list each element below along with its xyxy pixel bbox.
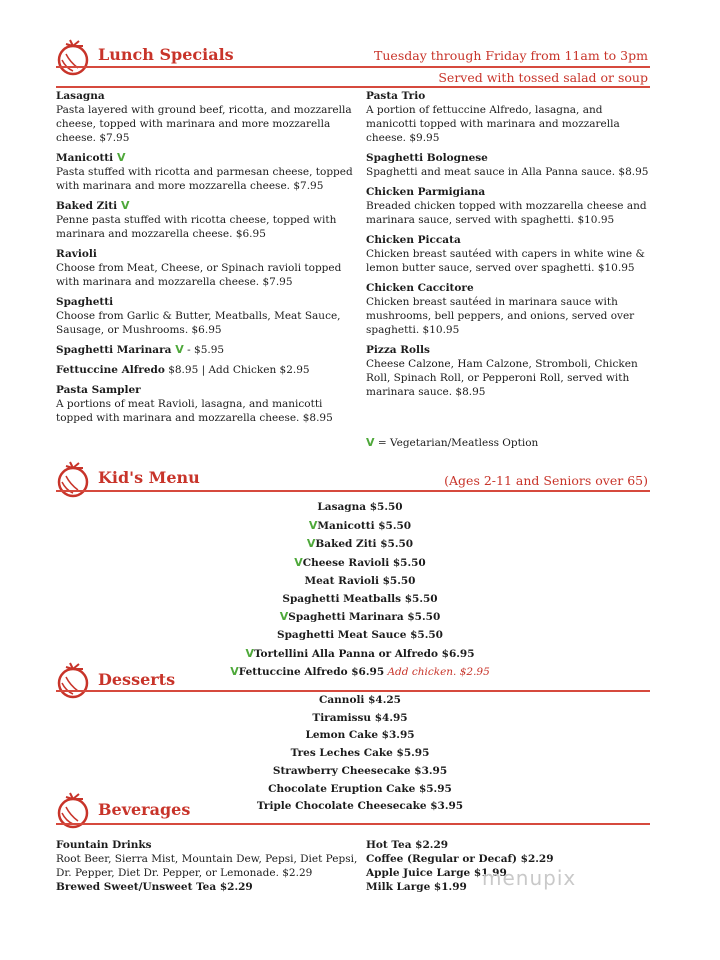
fountain-drinks-title: Fountain Drinks — [56, 839, 152, 851]
menu-item-name: Fettuccine Alfredo — [56, 364, 165, 376]
lunch-rule-top — [56, 66, 650, 68]
kids-item-text: Cheese Ravioli $5.50 — [302, 557, 426, 570]
kids-item — [160, 663, 560, 682]
menu-item-desc: Spaghetti and meat sauce in Alla Panna sauce. $8.95 — [366, 166, 649, 178]
veg-icon: V — [366, 436, 375, 449]
kids-item-text: Spaghetti Meatballs $5.50 — [282, 592, 438, 605]
menu-item — [366, 89, 656, 145]
dessert-item: Strawberry Cheesecake $3.95 — [272, 764, 448, 777]
tomato-icon — [54, 38, 94, 76]
menu-item — [56, 151, 356, 193]
menu-item — [56, 199, 356, 241]
menu-item-name: Spaghetti Bolognese — [366, 152, 488, 164]
menu-item-name: Pasta Sampler — [56, 384, 141, 396]
menu-item — [366, 185, 656, 227]
veg-legend-text: = Vegetarian/Meatless Option — [377, 437, 539, 449]
veg-icon: V — [294, 556, 303, 570]
veg-icon: V — [230, 665, 239, 679]
beverage-item: Hot Tea $2.29 — [366, 839, 449, 851]
menu-item-desc: Penne pasta stuffed with ricotta cheese, topped with marinara and mozzarella cheese. $6.95 — [56, 214, 337, 240]
menu-item-name: Spaghetti — [56, 296, 114, 308]
menu-item-name: Manicotti — [56, 152, 114, 164]
lunch-schedule: Tuesday through Friday from 11am to 3pm — [374, 48, 648, 63]
veg-icon: V — [245, 646, 254, 660]
menu-item-name: Spaghetti Marinara — [56, 344, 172, 356]
dessert-item: Tres Leches Cake $5.95 — [290, 747, 430, 760]
menu-item-name: Pasta Trio — [366, 90, 426, 102]
kids-item — [160, 517, 560, 536]
menu-item-desc: Choose from Meat, Cheese, or Spinach ravioli topped with marinara and mozzarella cheese. $7.95 — [56, 262, 342, 288]
menu-item-desc: A portions of meat Ravioli, lasagna, and manicotti topped with marinara and mozzarella cheese. $8.95 — [56, 398, 333, 424]
veg-legend — [366, 436, 538, 449]
desserts-list — [160, 692, 560, 816]
beverage-item: Coffee (Regular or Decaf) $2.29 — [366, 853, 554, 865]
veg-icon: V — [279, 610, 289, 624]
menu-item-desc: Choose from Garlic & Butter, Meatballs, Meat Sauce, Sausage, or Mushrooms. $6.95 — [56, 310, 341, 336]
kids-item — [160, 608, 560, 627]
menu-item-name: Lasagna — [56, 90, 105, 102]
kids-title: Kid's Menu — [98, 468, 200, 487]
menu-item-desc: Breaded chicken topped with mozzarella cheese and marinara sauce, served with spaghetti. $10.95 — [366, 200, 647, 226]
watermark: menupix — [482, 866, 577, 890]
kids-item-text: Baked Ziti $5.50 — [315, 538, 414, 551]
menu-item — [56, 295, 356, 337]
menu-item — [366, 281, 656, 337]
fountain-drinks-desc: Root Beer, Sierra Mist, Mountain Dew, Pepsi, Diet Pepsi, Dr. Pepper, Diet Dr. Pepper, or Lemonade. $2.29 — [56, 853, 358, 879]
menu-item-name: Chicken Caccitore — [366, 282, 474, 294]
lunch-left-column — [56, 89, 356, 431]
kids-ages: (Ages 2-11 and Seniors over 65) — [444, 473, 648, 488]
menu-item-price: - $5.95 — [183, 344, 225, 356]
menu-item — [56, 247, 356, 289]
menu-item-desc: A portion of fettuccine Alfredo, lasagna, and manicotti topped with marinara and mozzarella cheese. $9.95 — [366, 104, 620, 144]
beverages-left — [56, 838, 366, 894]
kids-item — [160, 591, 560, 609]
menu-item-desc: Pasta stuffed with ricotta and parmesan cheese, topped with marinara and more mozzarella cheese. $7.95 — [56, 166, 353, 192]
kids-item-text: Spaghetti Marinara $5.50 — [288, 611, 441, 624]
kids-item — [160, 627, 560, 645]
kids-item — [160, 554, 560, 573]
menu-item — [366, 151, 656, 179]
menu-item-name: Baked Ziti — [56, 200, 118, 212]
dessert-item: Chocolate Eruption Cake $5.95 — [268, 782, 452, 795]
menu-item-desc: Cheese Calzone, Ham Calzone, Stromboli, Chicken Roll, Spinach Roll, or Pepperoni Roll, served with marinara sauce. $8.95 — [366, 358, 638, 398]
veg-icon: V — [171, 343, 184, 356]
menu-item-desc: Chicken breast sautéed with capers in white wine & lemon butter sauce, served over spaghetti. $10.95 — [366, 248, 645, 274]
kids-addon: Add chicken. $2.95 — [384, 666, 490, 679]
kids-item-text: Spaghetti Meat Sauce $5.50 — [277, 628, 443, 641]
veg-icon: V — [117, 199, 130, 212]
kids-item-text: Fettuccine Alfredo $6.95 — [238, 666, 385, 679]
menu-item-desc: Chicken breast sautéed in marinara sauce with mushrooms, bell peppers, and onions, served over spaghetti. $10.95 — [366, 296, 635, 336]
beverages-title: Beverages — [98, 800, 191, 819]
beverage-item: Milk Large $1.99 — [366, 881, 467, 893]
dessert-item: Lemon Cake $3.95 — [305, 729, 415, 742]
kids-item-text: Tortellini Alla Panna or Alfredo $6.95 — [253, 647, 475, 660]
dessert-item: Cannoli $4.25 — [319, 694, 401, 706]
menu-item-name: Chicken Parmigiana — [366, 186, 486, 198]
menu-item-desc: Pasta layered with ground beef, ricotta, and mozzarella cheese, topped with marinara and more mozzarella cheese. $7.95 — [56, 104, 352, 144]
kids-list — [160, 499, 560, 682]
veg-icon: V — [308, 518, 318, 532]
kids-item — [160, 499, 560, 517]
menu-item-price: $8.95 | Add Chicken $2.95 — [164, 364, 310, 376]
kids-item — [160, 573, 560, 591]
menu-item — [366, 343, 656, 399]
dessert-item: Tiramissu $4.95 — [312, 711, 408, 724]
lunch-title: Lunch Specials — [98, 45, 234, 64]
dessert-item: Triple Chocolate Cheesecake $3.95 — [256, 800, 464, 813]
kids-item — [160, 535, 560, 554]
menu-item — [56, 89, 356, 145]
menu-item-name: Pizza Rolls — [366, 344, 430, 356]
kids-rule — [56, 490, 650, 492]
beverages-rule — [56, 823, 650, 825]
menu-item-name: Ravioli — [56, 248, 97, 260]
tomato-icon — [54, 661, 94, 699]
menu-item — [56, 343, 356, 357]
kids-item — [160, 645, 560, 664]
menu-item — [56, 383, 356, 425]
menu-item-name: Chicken Piccata — [366, 234, 461, 246]
kids-item-text: Lasagna $5.50 — [317, 501, 403, 513]
tomato-icon — [54, 460, 94, 498]
lunch-right-column — [366, 89, 656, 405]
veg-icon: V — [306, 537, 316, 551]
menu-item — [366, 233, 656, 275]
lunch-served-with: Served with tossed salad or soup — [438, 70, 648, 85]
desserts-title: Desserts — [98, 670, 176, 689]
beverage-item: Apple Juice Large $1.99 — [366, 867, 507, 879]
menu-item — [56, 363, 356, 377]
lunch-rule-bottom — [56, 86, 650, 88]
brewed-tea: Brewed Sweet/Unsweet Tea $2.29 — [56, 881, 253, 893]
veg-icon: V — [113, 151, 126, 164]
kids-item-text: Meat Ravioli $5.50 — [304, 574, 416, 587]
kids-item-text: Manicotti $5.50 — [317, 519, 412, 532]
